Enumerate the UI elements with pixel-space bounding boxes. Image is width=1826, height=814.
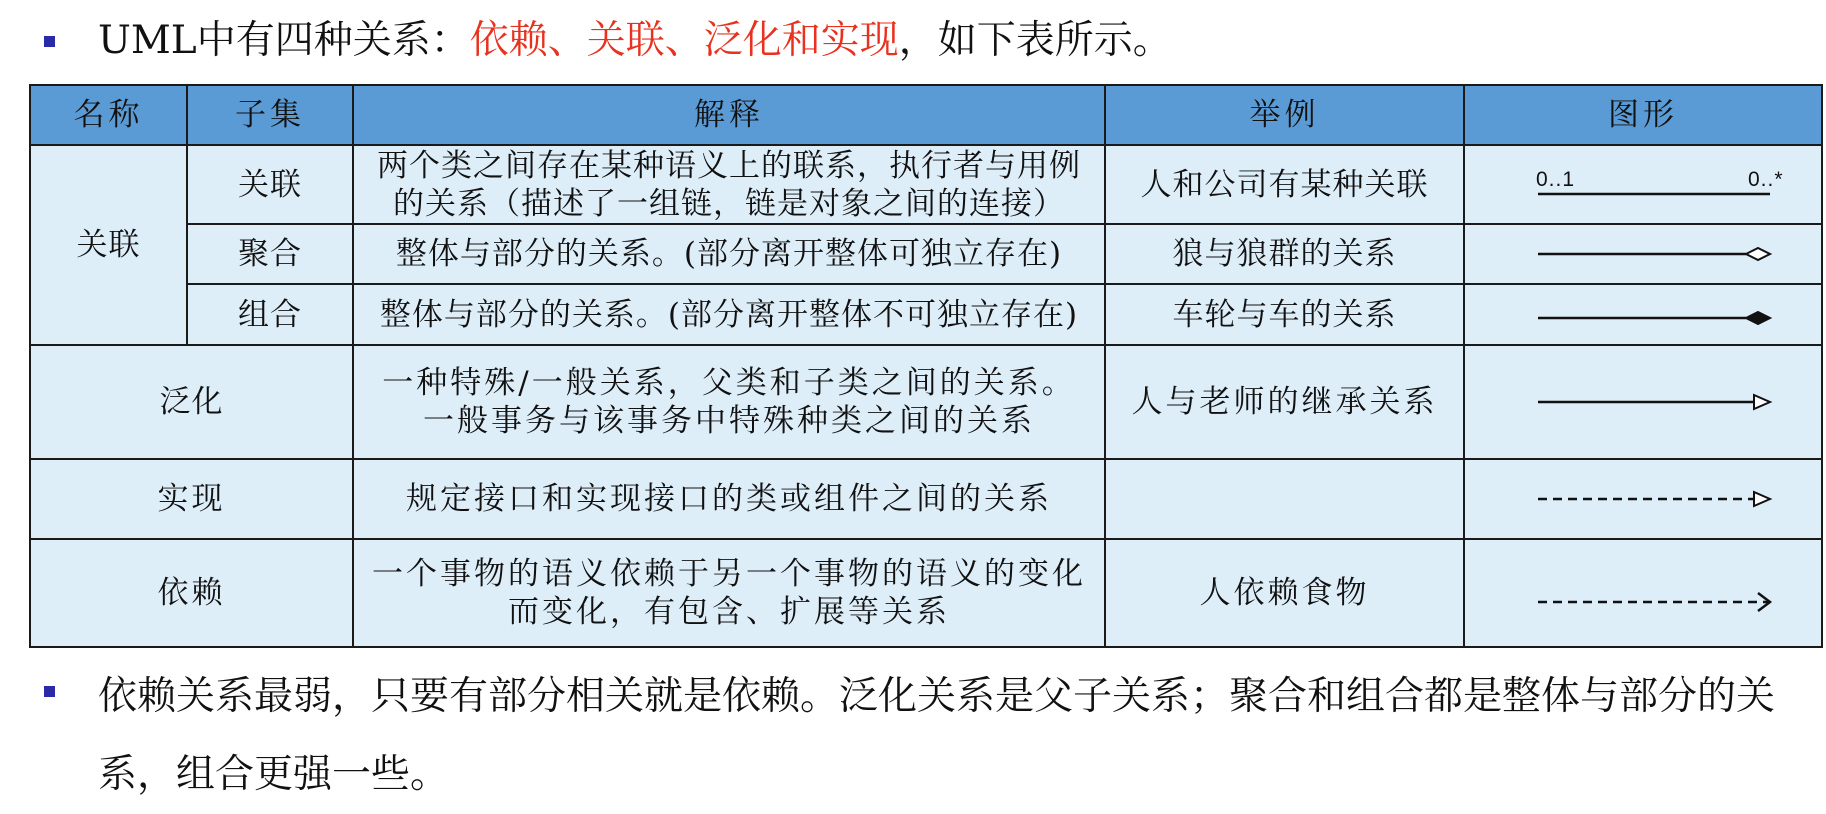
graphic-aggregation xyxy=(1464,224,1822,284)
table-row-generalization xyxy=(30,345,1822,459)
explanation-realization: 规定接口和实现接口的类或组件之间的关系 xyxy=(353,459,1105,539)
header-subset: 子集 xyxy=(187,85,353,145)
explanation-dependency: 一个事物的语义依赖于另一个事物的语义的变化而变化，有包含、扩展等关系 xyxy=(353,539,1105,647)
explanation-composition: 整体与部分的关系。(部分离开整体不可独立存在) xyxy=(353,284,1105,345)
example-composition: 车轮与车的关系 xyxy=(1105,284,1464,345)
table-row-dependency xyxy=(30,539,1822,647)
example-realization xyxy=(1105,459,1464,539)
explanation-generalization xyxy=(353,345,1105,459)
table-row-association xyxy=(30,145,1822,223)
header-row xyxy=(30,85,1822,145)
graphic-realization xyxy=(1464,459,1822,539)
table-row-aggregation xyxy=(30,224,1822,284)
explanation-aggregation: 整体与部分的关系。(部分离开整体可独立存在) xyxy=(353,224,1105,284)
subset-aggregation: 聚合 xyxy=(187,224,353,284)
example-aggregation: 狼与狼群的关系 xyxy=(1105,224,1464,284)
graphic-association xyxy=(1464,145,1822,223)
association-line-icon xyxy=(1478,160,1808,210)
header-name: 名称 xyxy=(30,85,187,145)
hollow-triangle-arrow-icon xyxy=(1478,387,1808,417)
graphic-dependency xyxy=(1464,539,1822,647)
explanation-association: 两个类之间存在某种语义上的联系，执行者与用例的关系（描述了一组链，链是对象之间的连接） xyxy=(353,145,1105,223)
filled-diamond-line-icon xyxy=(1478,300,1808,330)
intro-suffix: ，如下表所示。 xyxy=(898,18,1172,63)
example-dependency: 人依赖食物 xyxy=(1105,539,1464,647)
header-explanation: 解释 xyxy=(353,85,1105,145)
header-graphic: 图形 xyxy=(1464,85,1822,145)
name-generalization: 泛化 xyxy=(30,345,353,459)
dashed-open-arrow-icon xyxy=(1478,582,1808,622)
graphic-generalization xyxy=(1464,345,1822,459)
summary-text: 依赖关系最弱，只要有部分相关就是依赖。泛化关系是父子关系；聚合和组合都是整体与部分的关系，组合更强一些。 xyxy=(98,674,1776,797)
bullet-square-icon xyxy=(44,36,55,47)
intro-prefix: UML中有四种关系： xyxy=(98,18,470,63)
dashed-hollow-triangle-arrow-icon xyxy=(1478,484,1808,514)
hollow-diamond-line-icon xyxy=(1478,239,1808,269)
name-realization: 实现 xyxy=(30,459,353,539)
header-example: 举例 xyxy=(1105,85,1464,145)
explanation-generalization-line2: 一般事务与该事务中特殊种类之间的关系 xyxy=(423,403,1035,440)
table-row-realization xyxy=(30,459,1822,539)
subset-association: 关联 xyxy=(187,145,353,223)
multiplicity-right: 0..* xyxy=(1748,167,1784,191)
example-association: 人和公司有某种关联 xyxy=(1105,145,1464,223)
multiplicity-left: 0..1 xyxy=(1536,167,1576,191)
intro-highlight: 依赖、关联、泛化和实现 xyxy=(469,18,899,63)
example-generalization: 人与老师的继承关系 xyxy=(1105,345,1464,459)
subset-composition: 组合 xyxy=(187,284,353,345)
intro-text xyxy=(98,16,1172,66)
bullet-square-icon xyxy=(44,686,55,697)
graphic-composition xyxy=(1464,284,1822,345)
group-name-association: 关联 xyxy=(30,145,187,345)
explanation-generalization-line1: 一种特殊/一般关系，父类和子类之间的关系。 xyxy=(382,365,1076,402)
uml-relations-table xyxy=(29,84,1823,648)
table-row-composition xyxy=(30,284,1822,345)
name-dependency: 依赖 xyxy=(30,539,353,647)
